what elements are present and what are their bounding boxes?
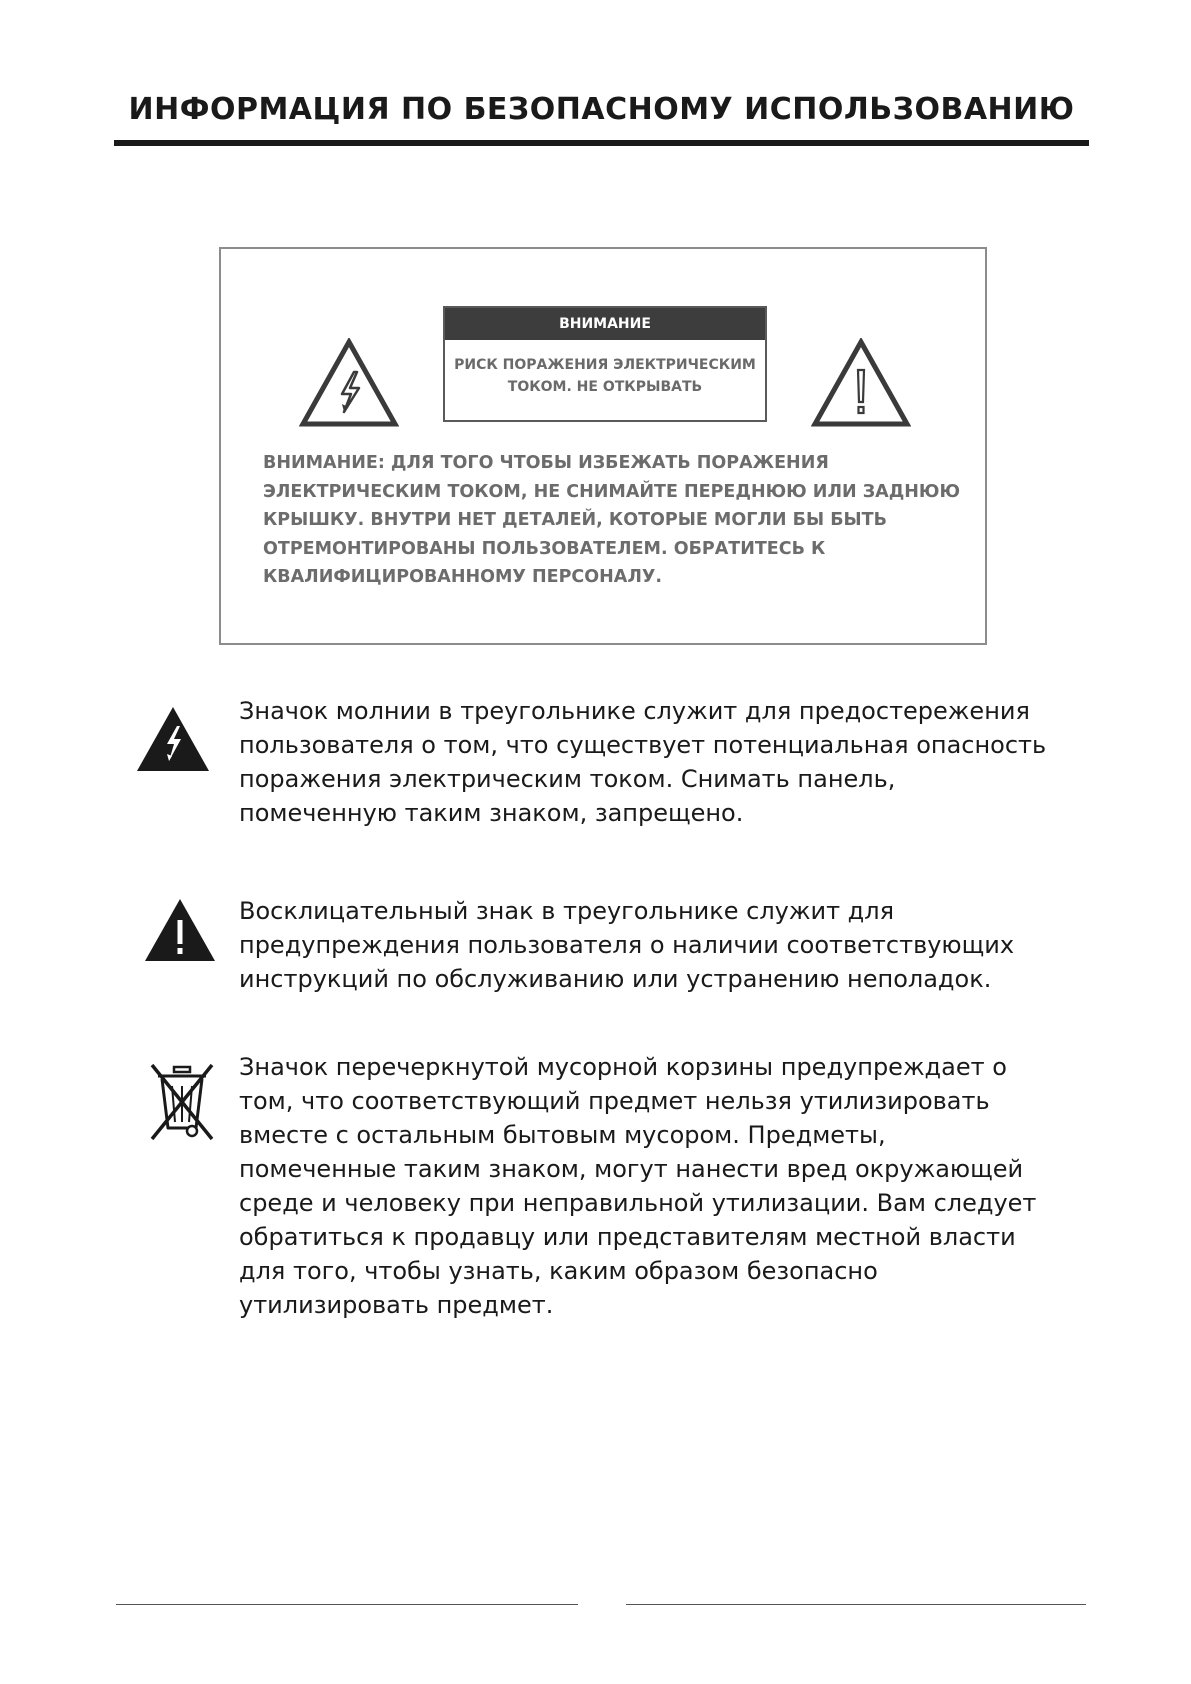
- footer-line-left: [116, 1604, 578, 1605]
- footer-line-right: [626, 1604, 1086, 1605]
- exclamation-triangle-icon: [144, 898, 216, 962]
- crossed-bin-icon: [148, 1062, 216, 1142]
- lightning-triangle-icon: [136, 706, 210, 772]
- page-title: ИНФОРМАЦИЯ ПО БЕЗОПАСНОМУ ИСПОЛЬЗОВАНИЮ: [128, 92, 1075, 127]
- symbol-text-exclamation: Восклицательный знак в треугольнике служит для предупреждения пользователя о наличии соответствующих инструкций по обслуживанию или устранению неполадок.: [239, 897, 1015, 993]
- title-rule: [114, 140, 1089, 146]
- exclamation-triangle-outline-icon: [811, 338, 911, 428]
- attention-box-text: РИСК ПОРАЖЕНИЯ ЭЛЕКТРИЧЕСКИМ ТОКОМ. НЕ ОТКРЫВАТЬ: [454, 357, 756, 395]
- symbol-text-lightning: Значок молнии в треугольнике служит для предостережения пользователя о том, что существует потенциальная опасность поражения электрическим током. Снимать панель, помеченную таким знаком, запрещено.: [239, 697, 1047, 827]
- warning-label: [219, 247, 987, 645]
- warning-label-text: ВНИМАНИЕ: ДЛЯ ТОГО ЧТОБЫ ИЗБЕЖАТЬ ПОРАЖЕНИЯ ЭЛЕКТРИЧЕСКИМ ТОКОМ, НЕ СНИМАЙТЕ ПЕРЕДНЮЮ ИЛИ ЗАДНЮЮ КРЫШКУ. ВНУТРИ НЕТ ДЕТАЛЕЙ, КОТОРЫЕ МОГЛИ БЫ БЫТЬ ОТРЕМОНТИРОВАНЫ ПОЛЬЗОВАТЕЛЕМ. ОБРАТИТЕСЬ К КВАЛИФИЦИРОВАННОМУ ПЕРСОНАЛУ.: [263, 453, 961, 587]
- lightning-triangle-outline-icon: [299, 338, 399, 428]
- symbol-text-bin: Значок перечеркнутой мусорной корзины предупреждает о том, что соответствующий предмет нельзя утилизировать вместе с остальным бытовым мусором. Предметы, помеченные таким знаком, могут нанести вред окружающей среде и человеку при неправильной утилизации. Вам следует обратиться к продавцу или представителям местной власти для того, чтобы узнать, каким образом безопасно утилизировать предмет.: [239, 1053, 1037, 1319]
- attention-header: ВНИМАНИЕ: [445, 308, 765, 340]
- attention-box: [443, 306, 767, 422]
